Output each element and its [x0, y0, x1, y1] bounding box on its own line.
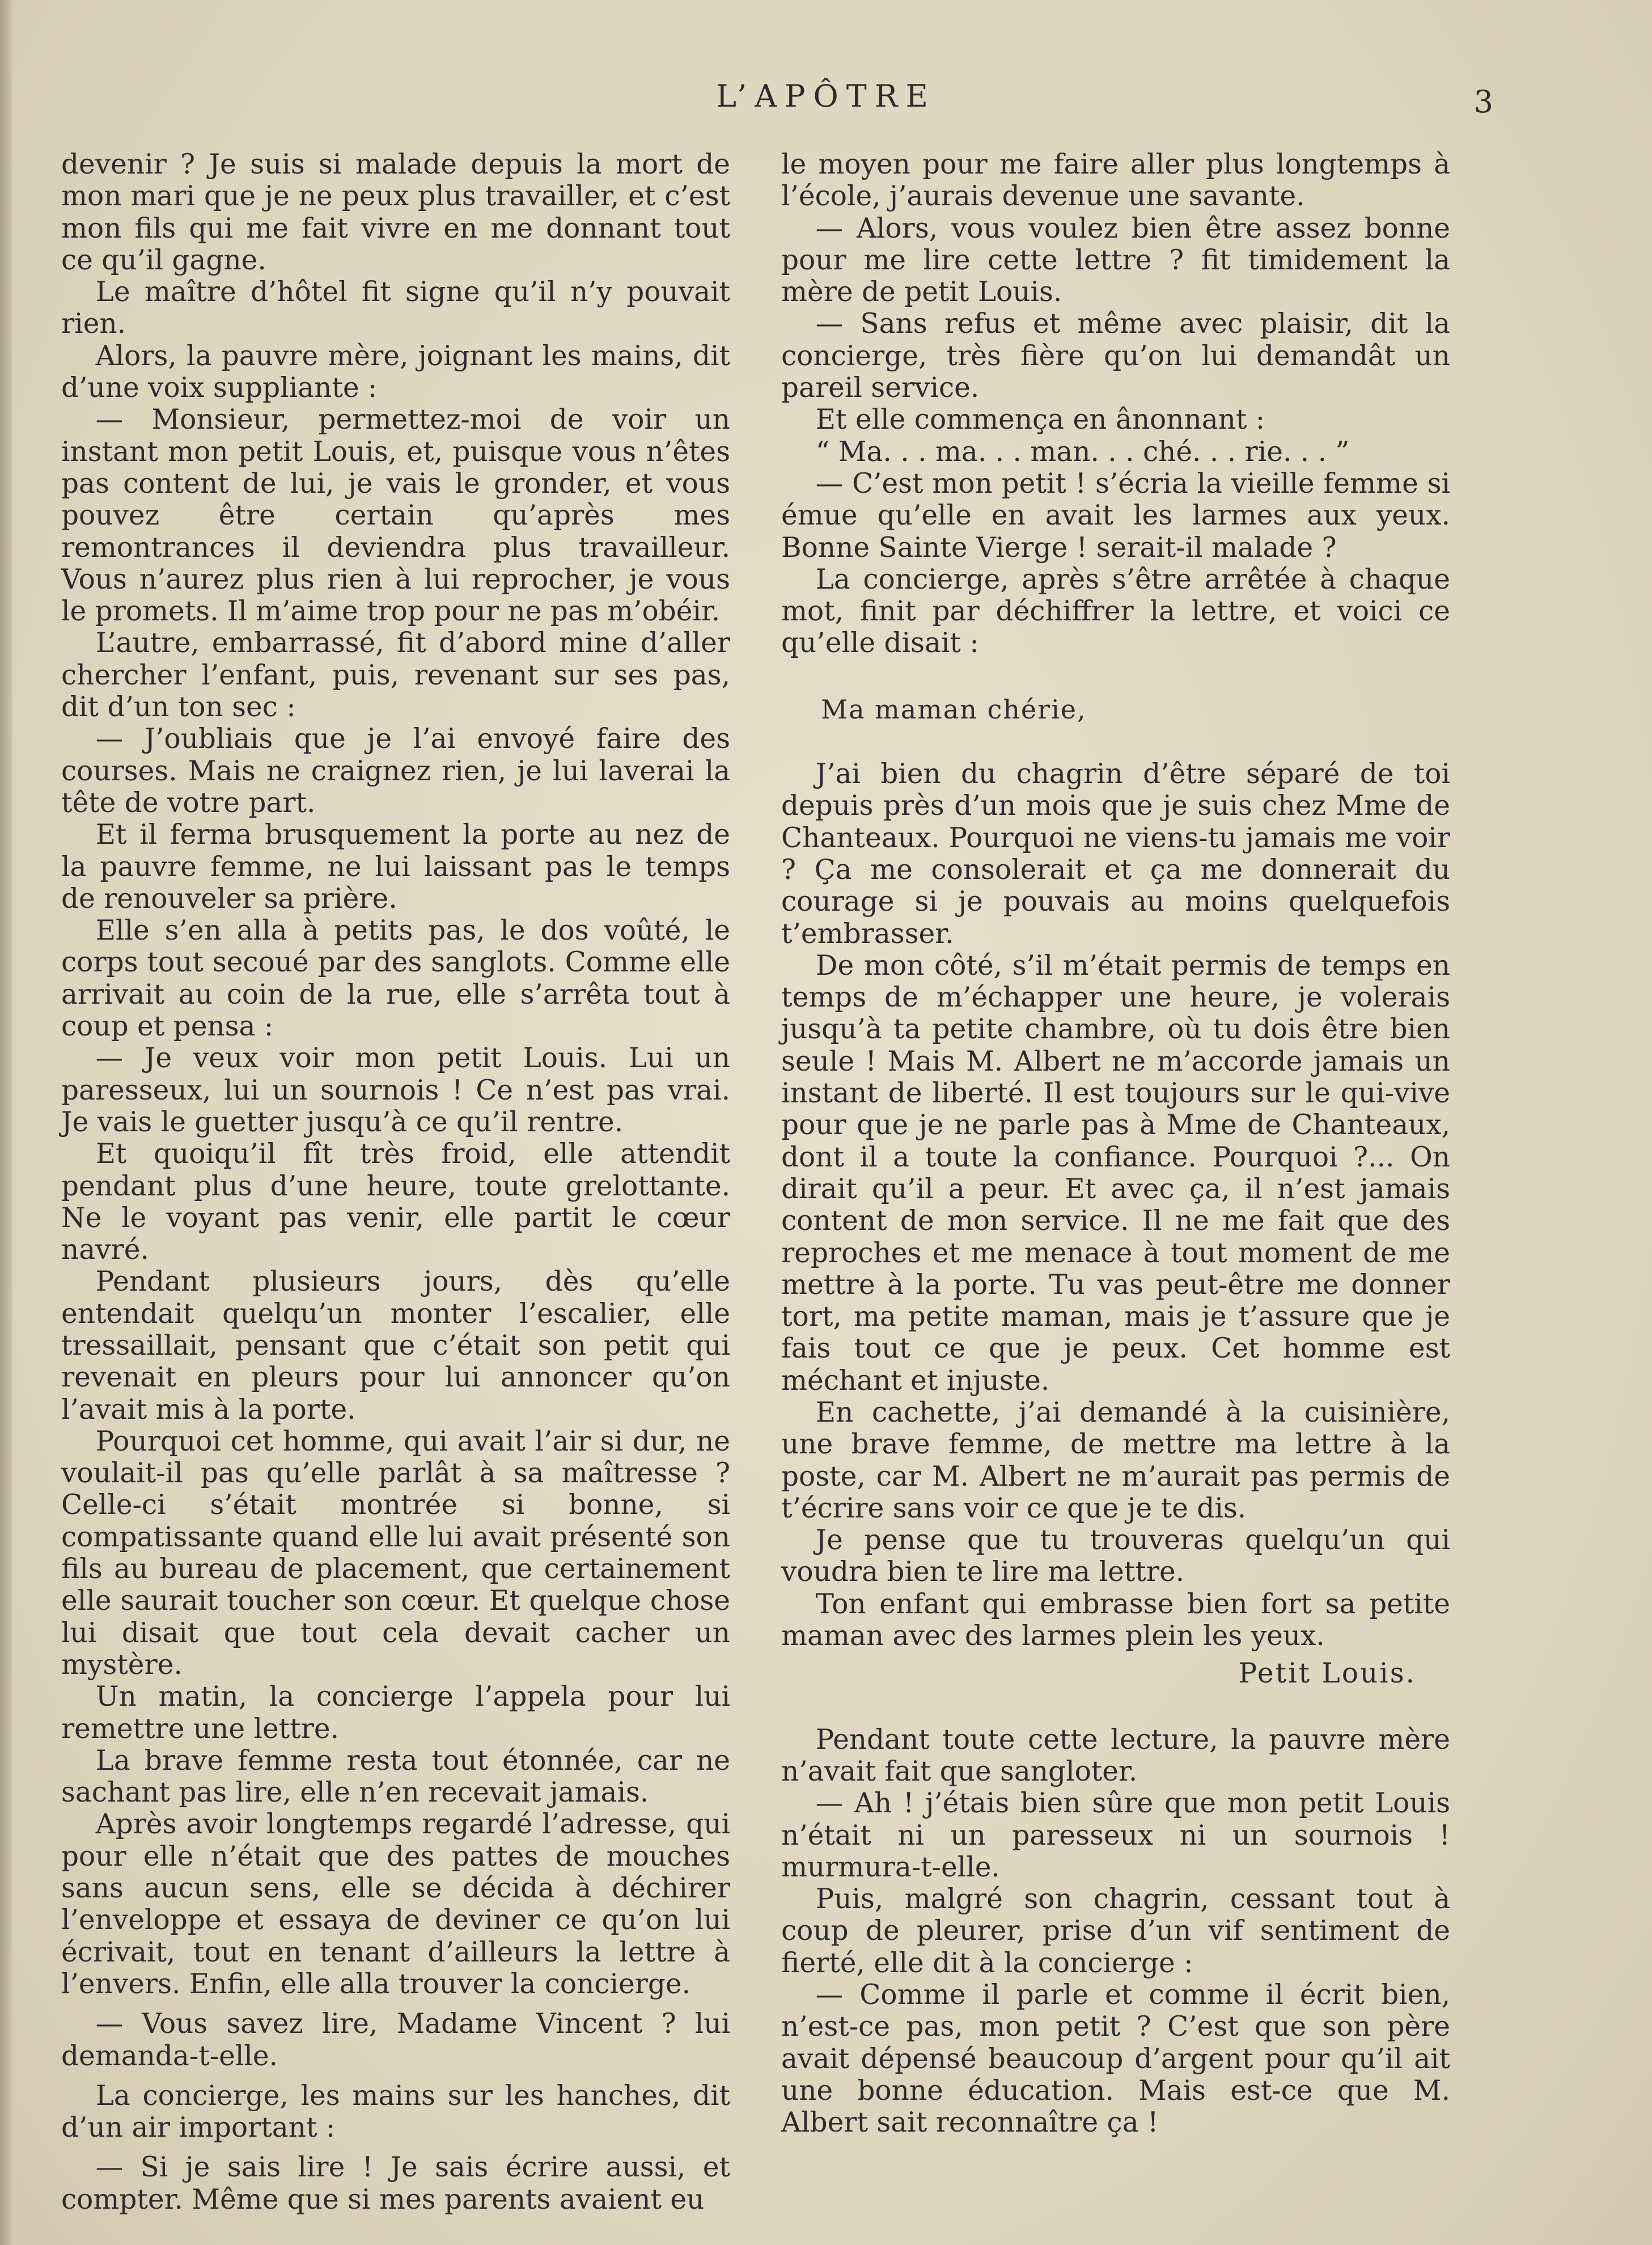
paragraph: — Si je sais lire ! Je sais écrire aussi, et compter. Même que si mes parents avaient eu	[61, 2151, 730, 2216]
paragraph: La concierge, après s’être arrêtée à chaque mot, finit par déchiffrer la lettre, et voici ce qu’elle disait :	[781, 563, 1450, 659]
paragraph: — Vous savez lire, Madame Vincent ? lui demanda-t-elle.	[61, 2008, 730, 2072]
letter-paragraph: De mon côté, s’il m’était permis de temps en temps de m’échapper une heure, je volerais jusqu’à ta petite chambre, où tu dois être bien seule ! Mais M. Albert ne m’accorde jamais un instant de liberté. Il est toujours sur le qui-vive pour que je ne parle pas à Mme de Chanteaux, dont il a toute la confiance. Pourquoi ?... On dirait qu’il a peur. Et avec ça, il n’est jamais content de mon service. Il ne me fait que des reproches et me menace à tout moment de me mettre à la porte. Tu vas peut-être me donner tort, ma petite maman, mais je t’assure que je fais tout ce que je peux. Cet homme est méchant et injuste.	[781, 949, 1450, 1397]
left-column	[61, 149, 730, 2216]
paragraph: La brave femme resta tout étonnée, car ne sachant pas lire, elle n’en recevait jamais.	[61, 1744, 730, 1809]
paragraph: — Alors, vous voulez bien être assez bonne pour me lire cette lettre ? fit timidement la mère de petit Louis.	[781, 212, 1450, 308]
paragraph: — Comme il parle et comme il écrit bien, n’est-ce pas, mon petit ? C’est que son père avait dépensé beaucoup d’argent pour qu’il ait une bonne éducation. Mais est-ce que M. Albert sait reconnaître ça !	[781, 1979, 1450, 2139]
paragraph: le moyen pour me faire aller plus longtemps à l’école, j’aurais devenue une savante.	[781, 149, 1450, 213]
paragraph: — C’est mon petit ! s’écria la vieille femme si émue qu’elle en avait les larmes aux yeux. Bonne Sainte Vierge ! serait-il malade ?	[781, 467, 1450, 564]
paragraph: Elle s’en alla à petits pas, le dos voûté, le corps tout secoué par des sanglots. Comme elle arrivait au coin de la rue, elle s’arrêta tout à coup et pensa :	[61, 915, 730, 1043]
paragraph: Le maître d’hôtel fit signe qu’il n’y pouvait rien.	[61, 276, 730, 340]
paragraph: Pendant plusieurs jours, dès qu’elle entendait quelqu’un monter l’escalier, elle tressaillait, pensant que c’était son petit qui revenait en pleurs pour lui annoncer qu’on l’avait mis à la porte.	[61, 1266, 730, 1426]
paragraph: Et elle commença en ânonnant :	[815, 404, 1265, 436]
letter-paragraph: En cachette, j’ai demandé à la cuisinière, une brave femme, de mettre ma lettre à la poste, car M. Albert ne m’aurait pas permis de t’écrire sans voir ce que je te dis.	[781, 1396, 1450, 1524]
paragraph: Pourquoi cet homme, qui avait l’air si dur, ne voulait-il pas qu’elle parlât à sa maîtresse ? Celle-ci s’était montrée si bonne, si compatissante quand elle lui avait présenté son fils au bureau de placement, que certainement elle saurait toucher son cœur. Et quelque chose lui disait que tout cela devait cacher un mystère.	[61, 1425, 730, 1681]
paragraph: Puis, malgré son chagrin, cessant tout à coup de pleurer, prise d’un vif sentiment de fierté, elle dit à la concierge :	[781, 1883, 1450, 1979]
letter-signature: Petit Louis.	[1238, 1658, 1416, 1690]
paragraph: La concierge, les mains sur les hanches, dit d’un air important :	[61, 2079, 730, 2144]
paragraph: — Sans refus et même avec plaisir, dit la concierge, très fière qu’on lui demandât un pareil service.	[781, 308, 1450, 404]
paragraph: devenir ? Je suis si malade depuis la mort de mon mari que je ne peux plus travailler, et c’est mon fils qui me fait vivre en me donnant tout ce qu’il gagne.	[61, 149, 730, 276]
paragraph: Alors, la pauvre mère, joignant les mains, dit d’une voix suppliante :	[61, 340, 730, 404]
letter-salutation: Ma maman chérie,	[821, 694, 1087, 725]
paragraph: — Je veux voir mon petit Louis. Lui un paresseux, lui un sournois ! Ce n’est pas vrai. Je vais le guetter jusqu’à ce qu’il rentre.	[61, 1042, 730, 1138]
paragraph: Un matin, la concierge l’appela pour lui remettre une lettre.	[61, 1681, 730, 1745]
letter-paragraph: Je pense que tu trouveras quelqu’un qui voudra bien te lire ma lettre.	[781, 1524, 1450, 1588]
paragraph: Et il ferma brusquement la porte au nez de la pauvre femme, ne lui laissant pas le temps de renouveler sa prière.	[61, 819, 730, 915]
paragraph: — J’oubliais que je l’ai envoyé faire des courses. Mais ne craignez rien, je lui laverai la tête de votre part.	[61, 723, 730, 819]
paragraph: Après avoir longtemps regardé l’adresse, qui pour elle n’était que des pattes de mouches sans aucun sens, elle se décida à déchirer l’enveloppe et essaya de deviner ce qu’on lui écrivait, tout en tenant d’ailleurs la lettre à l’envers. Enfin, elle alla trouver la concierge.	[61, 1808, 730, 2000]
paragraph: L’autre, embarrassé, fit d’abord mine d’aller chercher l’enfant, puis, revenant sur ses pas, dit d’un ton sec :	[61, 627, 730, 724]
paragraph: Pendant toute cette lecture, la pauvre mère n’avait fait que sangloter.	[781, 1723, 1450, 1787]
paragraph: — Monsieur, permettez-moi de voir un instant mon petit Louis, et, puisque vous n’êtes pas content de lui, je vais le gronder, et vous pouvez être certain qu’après mes remontrances il deviendra plus travailleur. Vous n’aurez plus rien à lui reprocher, je vous le promets. Il m’aime trop pour ne pas m’obéir.	[61, 404, 730, 628]
running-title: L’APÔTRE	[716, 78, 936, 114]
letter-paragraph: Ton enfant qui embrasse bien fort sa petite maman avec des larmes plein les yeux.	[781, 1588, 1450, 1652]
paragraph: Et quoiqu’il fît très froid, elle attendit pendant plus d’une heure, toute grelottante. Ne le voyant pas venir, elle partit le cœur navré.	[61, 1138, 730, 1266]
right-column	[781, 149, 1450, 2139]
page-edge-shadow	[0, 0, 12, 2245]
paragraph: “ Ma. . . ma. . . man. . . ché. . . rie. . . ”	[815, 436, 1350, 468]
letter-paragraph: J’ai bien du chagrin d’être séparé de toi depuis près d’un mois que je suis chez Mme de Chanteaux. Pourquoi ne viens-tu jamais me voir ? Ça me consolerait et ça me donnerait du courage si je pouvais au moins quelquefois t’embrasser.	[781, 758, 1450, 950]
paragraph: — Ah ! j’étais bien sûre que mon petit Louis n’était ni un paresseux ni un sournois ! murmura-t-elle.	[781, 1787, 1450, 1883]
page-number: 3	[1473, 84, 1493, 120]
